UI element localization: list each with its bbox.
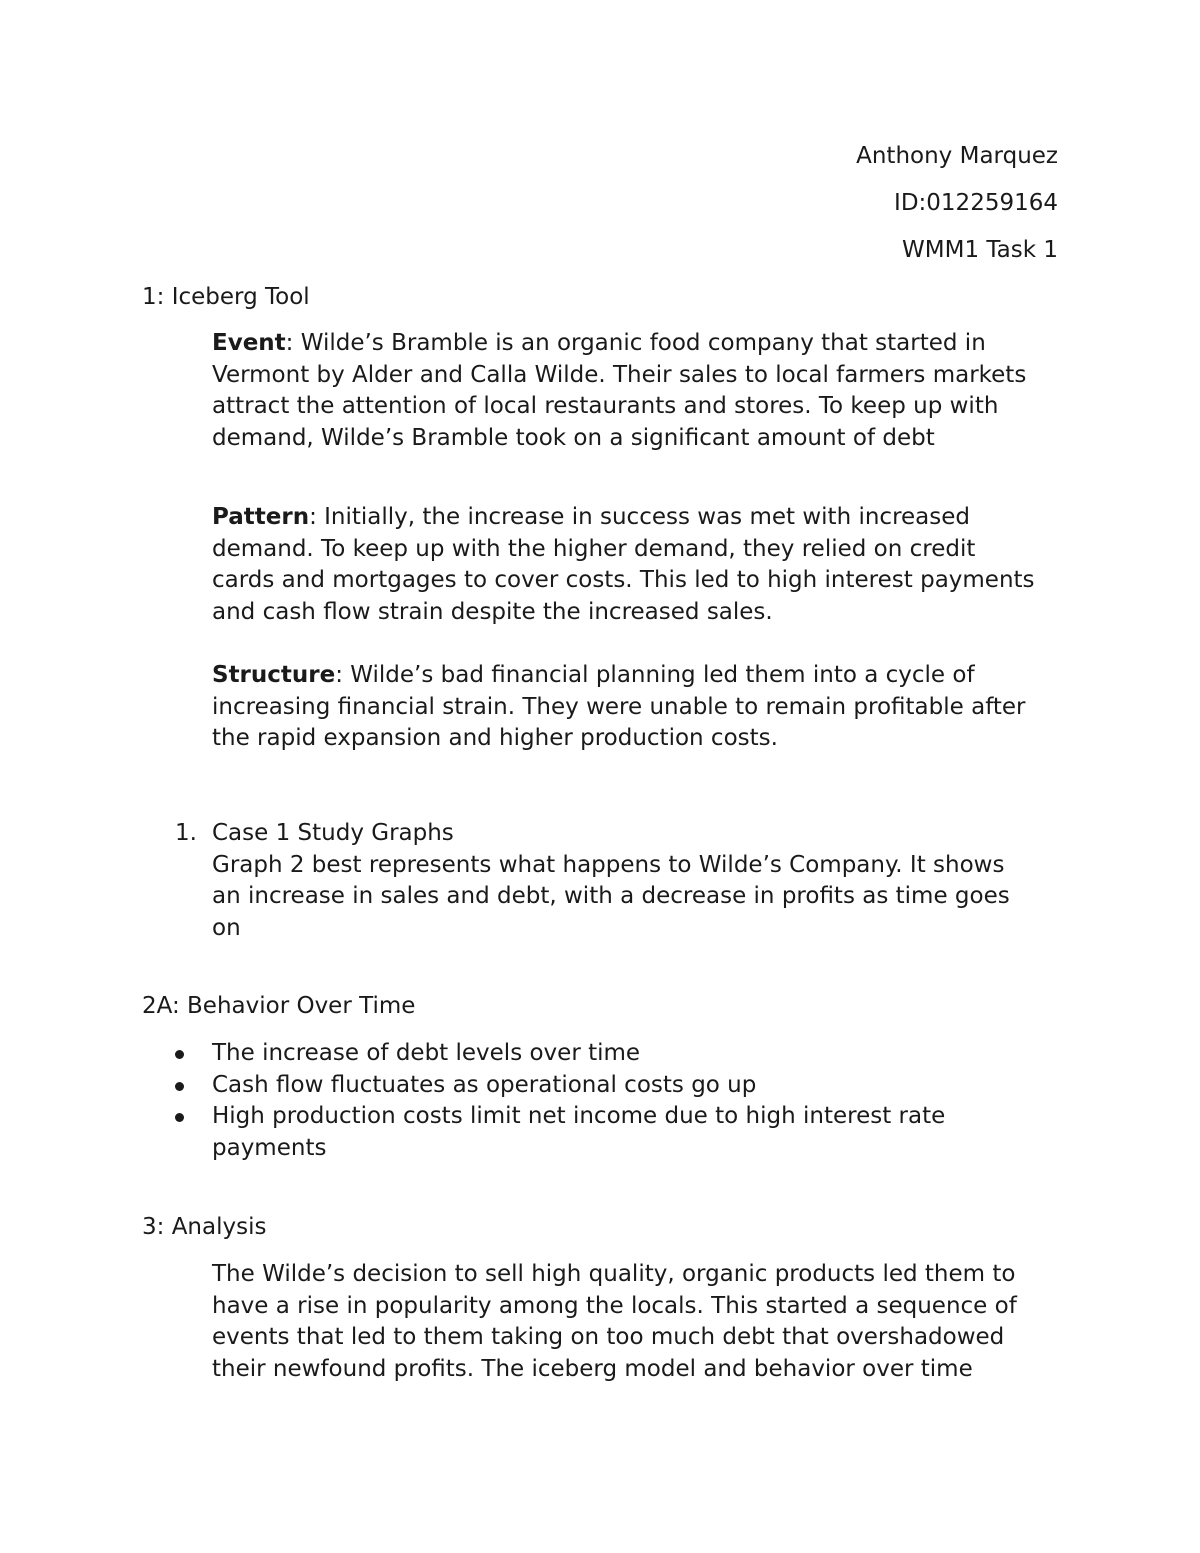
list-item bbox=[212, 1038, 1072, 1070]
student-id: ID:012259164 bbox=[894, 190, 1058, 216]
structure-paragraph bbox=[212, 660, 1072, 755]
paragraph-line: cards and mortgages to cover costs. This led to high interest payments bbox=[212, 567, 1035, 593]
pattern-label: Pattern bbox=[212, 504, 310, 530]
paragraph-line: their newfound profits. The iceberg model and behavior over time bbox=[212, 1355, 973, 1382]
paragraph-line: on bbox=[212, 914, 241, 941]
paragraph-line: The Wilde’s decision to sell high quality, organic products led them to bbox=[212, 1261, 1016, 1287]
list-item bbox=[212, 1070, 1072, 1102]
section-heading-behavior: 2A: Behavior Over Time bbox=[142, 993, 416, 1019]
paragraph-line: demand. To keep up with the higher demand, they relied on credit bbox=[212, 535, 976, 562]
section-heading-analysis: 3: Analysis bbox=[142, 1214, 267, 1240]
paragraph-line: : Wilde’s Bramble is an organic food company that started in bbox=[285, 330, 986, 356]
paragraph-line: Graph 2 best represents what happens to Wilde’s Company. It shows bbox=[212, 851, 1005, 878]
event-paragraph bbox=[212, 328, 1072, 454]
list-item-title: Case 1 Study Graphs bbox=[212, 820, 454, 846]
bullet-icon bbox=[175, 1082, 184, 1091]
paragraph-line: Vermont by Alder and Calla Wilde. Their sales to local farmers markets bbox=[212, 361, 1027, 388]
structure-label: Structure bbox=[212, 662, 336, 688]
paragraph-line: increasing financial strain. They were unable to remain profitable after bbox=[212, 693, 1026, 720]
bullet-icon bbox=[175, 1113, 184, 1122]
section-heading-iceberg: 1: Iceberg Tool bbox=[142, 284, 310, 310]
paragraph-line: have a rise in popularity among the locals. This started a sequence of bbox=[212, 1292, 1017, 1319]
bullet-icon bbox=[175, 1050, 184, 1059]
paragraph-line: demand, Wilde’s Bramble took on a significant amount of debt bbox=[212, 424, 935, 451]
paragraph-line: events that led to them taking on too much debt that overshadowed bbox=[212, 1324, 1005, 1350]
paragraph-line: : Wilde’s bad financial planning led them into a cycle of bbox=[335, 662, 975, 688]
event-label: Event bbox=[212, 330, 286, 356]
paragraph-line: an increase in sales and debt, with a decrease in profits as time goes bbox=[212, 883, 1010, 909]
analysis-paragraph bbox=[212, 1259, 1072, 1385]
paragraph-line: : Initially, the increase in success was met with increased bbox=[309, 504, 971, 530]
author-name: Anthony Marquez bbox=[856, 143, 1058, 169]
case-study-item bbox=[212, 818, 1072, 944]
list-item-text: High production costs limit net income due to high interest rate bbox=[212, 1103, 946, 1129]
paragraph-line: the rapid expansion and higher production costs. bbox=[212, 725, 778, 751]
list-number: 1. bbox=[175, 820, 197, 846]
pattern-paragraph bbox=[212, 502, 1072, 628]
list-item-text: The increase of debt levels over time bbox=[212, 1040, 641, 1066]
list-item-text: Cash flow fluctuates as operational costs go up bbox=[212, 1072, 757, 1098]
paragraph-line: attract the attention of local restaurants and stores. To keep up with bbox=[212, 393, 999, 419]
course-task: WMM1 Task 1 bbox=[902, 237, 1058, 263]
paragraph-line: and cash flow strain despite the increased sales. bbox=[212, 598, 773, 625]
list-item-text: payments bbox=[212, 1134, 327, 1161]
list-item bbox=[212, 1101, 1072, 1164]
